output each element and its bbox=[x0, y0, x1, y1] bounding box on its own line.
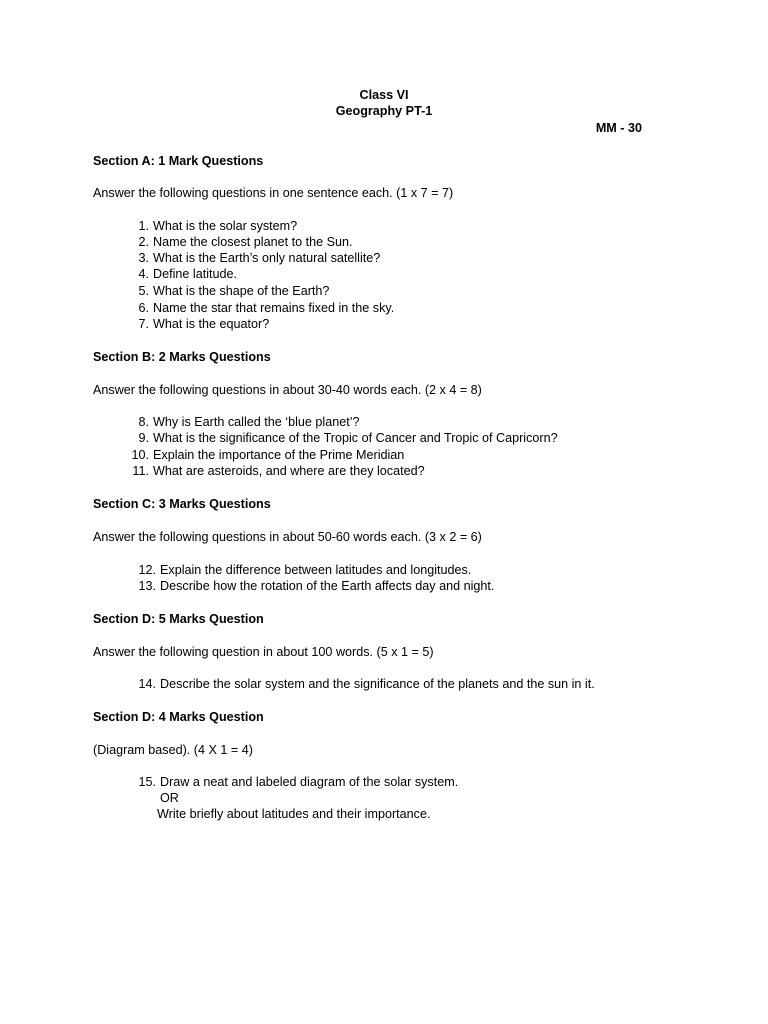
section-title: Section C: 3 Marks Questions bbox=[93, 497, 271, 511]
question-text: Explain the importance of the Prime Meridian bbox=[153, 448, 405, 462]
question-text: Explain the difference between latitudes and longitudes. bbox=[160, 563, 472, 577]
or-label: OR bbox=[160, 791, 179, 805]
question-number: 11. bbox=[132, 464, 149, 478]
question-text: What is the solar system? bbox=[153, 219, 298, 233]
question-text: What are asteroids, and where are they located? bbox=[153, 464, 425, 478]
question-number: 4. bbox=[138, 267, 149, 281]
question-item bbox=[109, 465, 425, 478]
question-text: Describe the solar system and the significance of the planets and the sun in it. bbox=[160, 677, 595, 691]
subject-title: Geography PT-1 bbox=[335, 104, 433, 118]
question-item bbox=[109, 285, 329, 298]
question-text: Draw a neat and labeled diagram of the solar system. bbox=[160, 775, 459, 789]
question-item bbox=[116, 678, 595, 691]
section-title: Section D: 5 Marks Question bbox=[93, 612, 264, 626]
question-item bbox=[109, 302, 394, 315]
question-text: What is the Earth’s only natural satellite? bbox=[153, 251, 381, 265]
section-title: Section D: 4 Marks Question bbox=[93, 710, 264, 724]
question-text: Name the star that remains fixed in the sky. bbox=[153, 301, 395, 315]
question-text: Define latitude. bbox=[153, 267, 238, 281]
question-text: Why is Earth called the ‘blue planet’? bbox=[153, 415, 360, 429]
section-instruction: Answer the following question in about 100 words. (5 x 1 = 5) bbox=[93, 645, 434, 659]
question-number: 8. bbox=[138, 415, 149, 429]
question-number: 14. bbox=[138, 677, 156, 691]
question-number: 6. bbox=[138, 301, 149, 315]
question-item bbox=[116, 564, 471, 577]
question-text: What is the equator? bbox=[153, 317, 270, 331]
question-item bbox=[109, 220, 297, 233]
section-instruction: Answer the following questions in about 50-60 words each. (3 x 2 = 6) bbox=[93, 530, 482, 544]
question-text: Describe how the rotation of the Earth affects day and night. bbox=[160, 579, 495, 593]
section-title: Section B: 2 Marks Questions bbox=[93, 350, 271, 364]
question-number: 9. bbox=[138, 431, 149, 445]
question-number: 7. bbox=[138, 317, 149, 331]
alternative-question: Write briefly about latitudes and their importance. bbox=[157, 807, 431, 821]
question-number: 12. bbox=[138, 563, 156, 577]
question-item bbox=[109, 416, 360, 429]
section-title: Section A: 1 Mark Questions bbox=[93, 154, 264, 168]
question-item bbox=[116, 580, 494, 593]
question-item bbox=[109, 449, 404, 462]
section-instruction: Answer the following questions in one sentence each. (1 x 7 = 7) bbox=[93, 186, 454, 200]
class-title: Class VI bbox=[359, 88, 409, 102]
section-instruction: Answer the following questions in about 30-40 words each. (2 x 4 = 8) bbox=[93, 383, 482, 397]
question-number: 1. bbox=[138, 219, 149, 233]
question-number: 2. bbox=[138, 235, 149, 249]
question-number: 15. bbox=[138, 775, 156, 789]
max-marks: MM - 30 bbox=[595, 121, 642, 135]
question-item bbox=[109, 318, 269, 331]
question-number: 5. bbox=[138, 284, 149, 298]
question-item bbox=[109, 236, 353, 249]
question-item bbox=[116, 776, 458, 789]
question-item bbox=[109, 432, 558, 445]
question-text: What is the shape of the Earth? bbox=[153, 284, 330, 298]
question-number: 3. bbox=[138, 251, 149, 265]
section-instruction: (Diagram based). (4 X 1 = 4) bbox=[93, 743, 253, 757]
question-text: What is the significance of the Tropic of Cancer and Tropic of Capricorn? bbox=[153, 431, 558, 445]
question-item bbox=[109, 252, 380, 265]
question-text: Name the closest planet to the Sun. bbox=[153, 235, 353, 249]
question-number: 10. bbox=[131, 448, 149, 462]
question-item bbox=[109, 268, 237, 281]
question-number: 13. bbox=[138, 579, 156, 593]
